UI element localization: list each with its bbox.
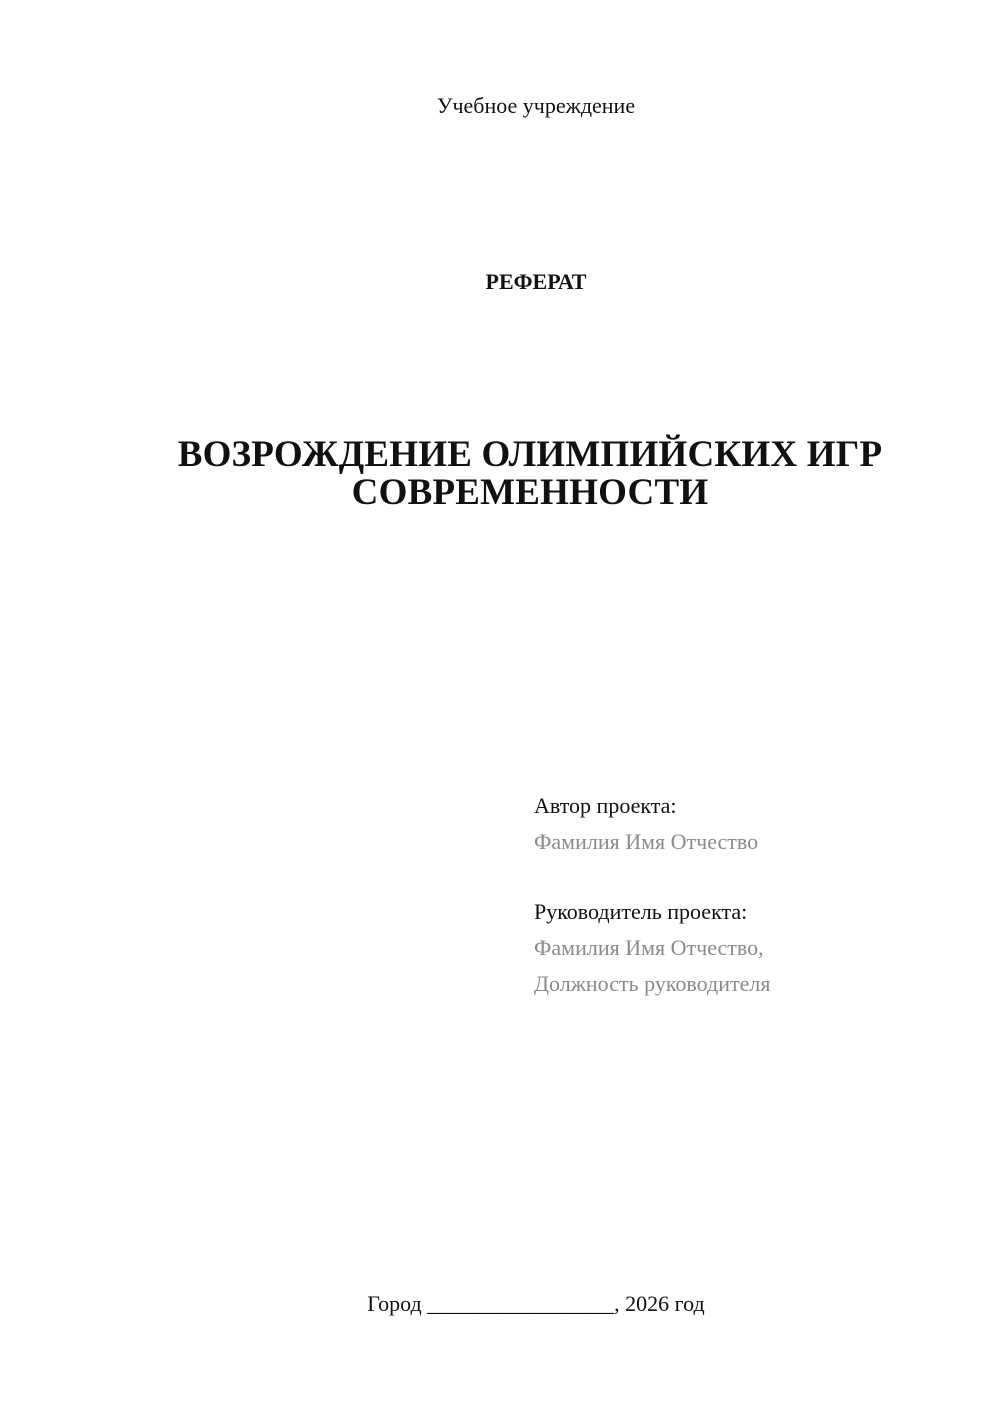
title-line-1: ВОЗРОЖДЕНИЕ ОЛИМПИЙСКИХ ИГР <box>177 434 883 475</box>
supervisor-label: Руководитель проекта: <box>534 899 748 924</box>
supervisor-name: Фамилия Имя Отчество, <box>534 935 764 960</box>
city-year-line: Город _________________, 2026 год <box>367 1291 705 1316</box>
document-type: РЕФЕРАТ <box>485 269 587 294</box>
credits-block <box>534 788 954 1002</box>
title-line-2: СОВРЕМЕННОСТИ <box>351 472 709 513</box>
supervisor-position: Должность руководителя <box>534 971 771 996</box>
author-name: Фамилия Имя Отчество <box>534 829 759 854</box>
document-title <box>150 436 910 512</box>
author-label: Автор проекта: <box>534 793 677 818</box>
institution-name: Учебное учреждение <box>436 93 636 118</box>
credits-spacer <box>534 860 954 894</box>
